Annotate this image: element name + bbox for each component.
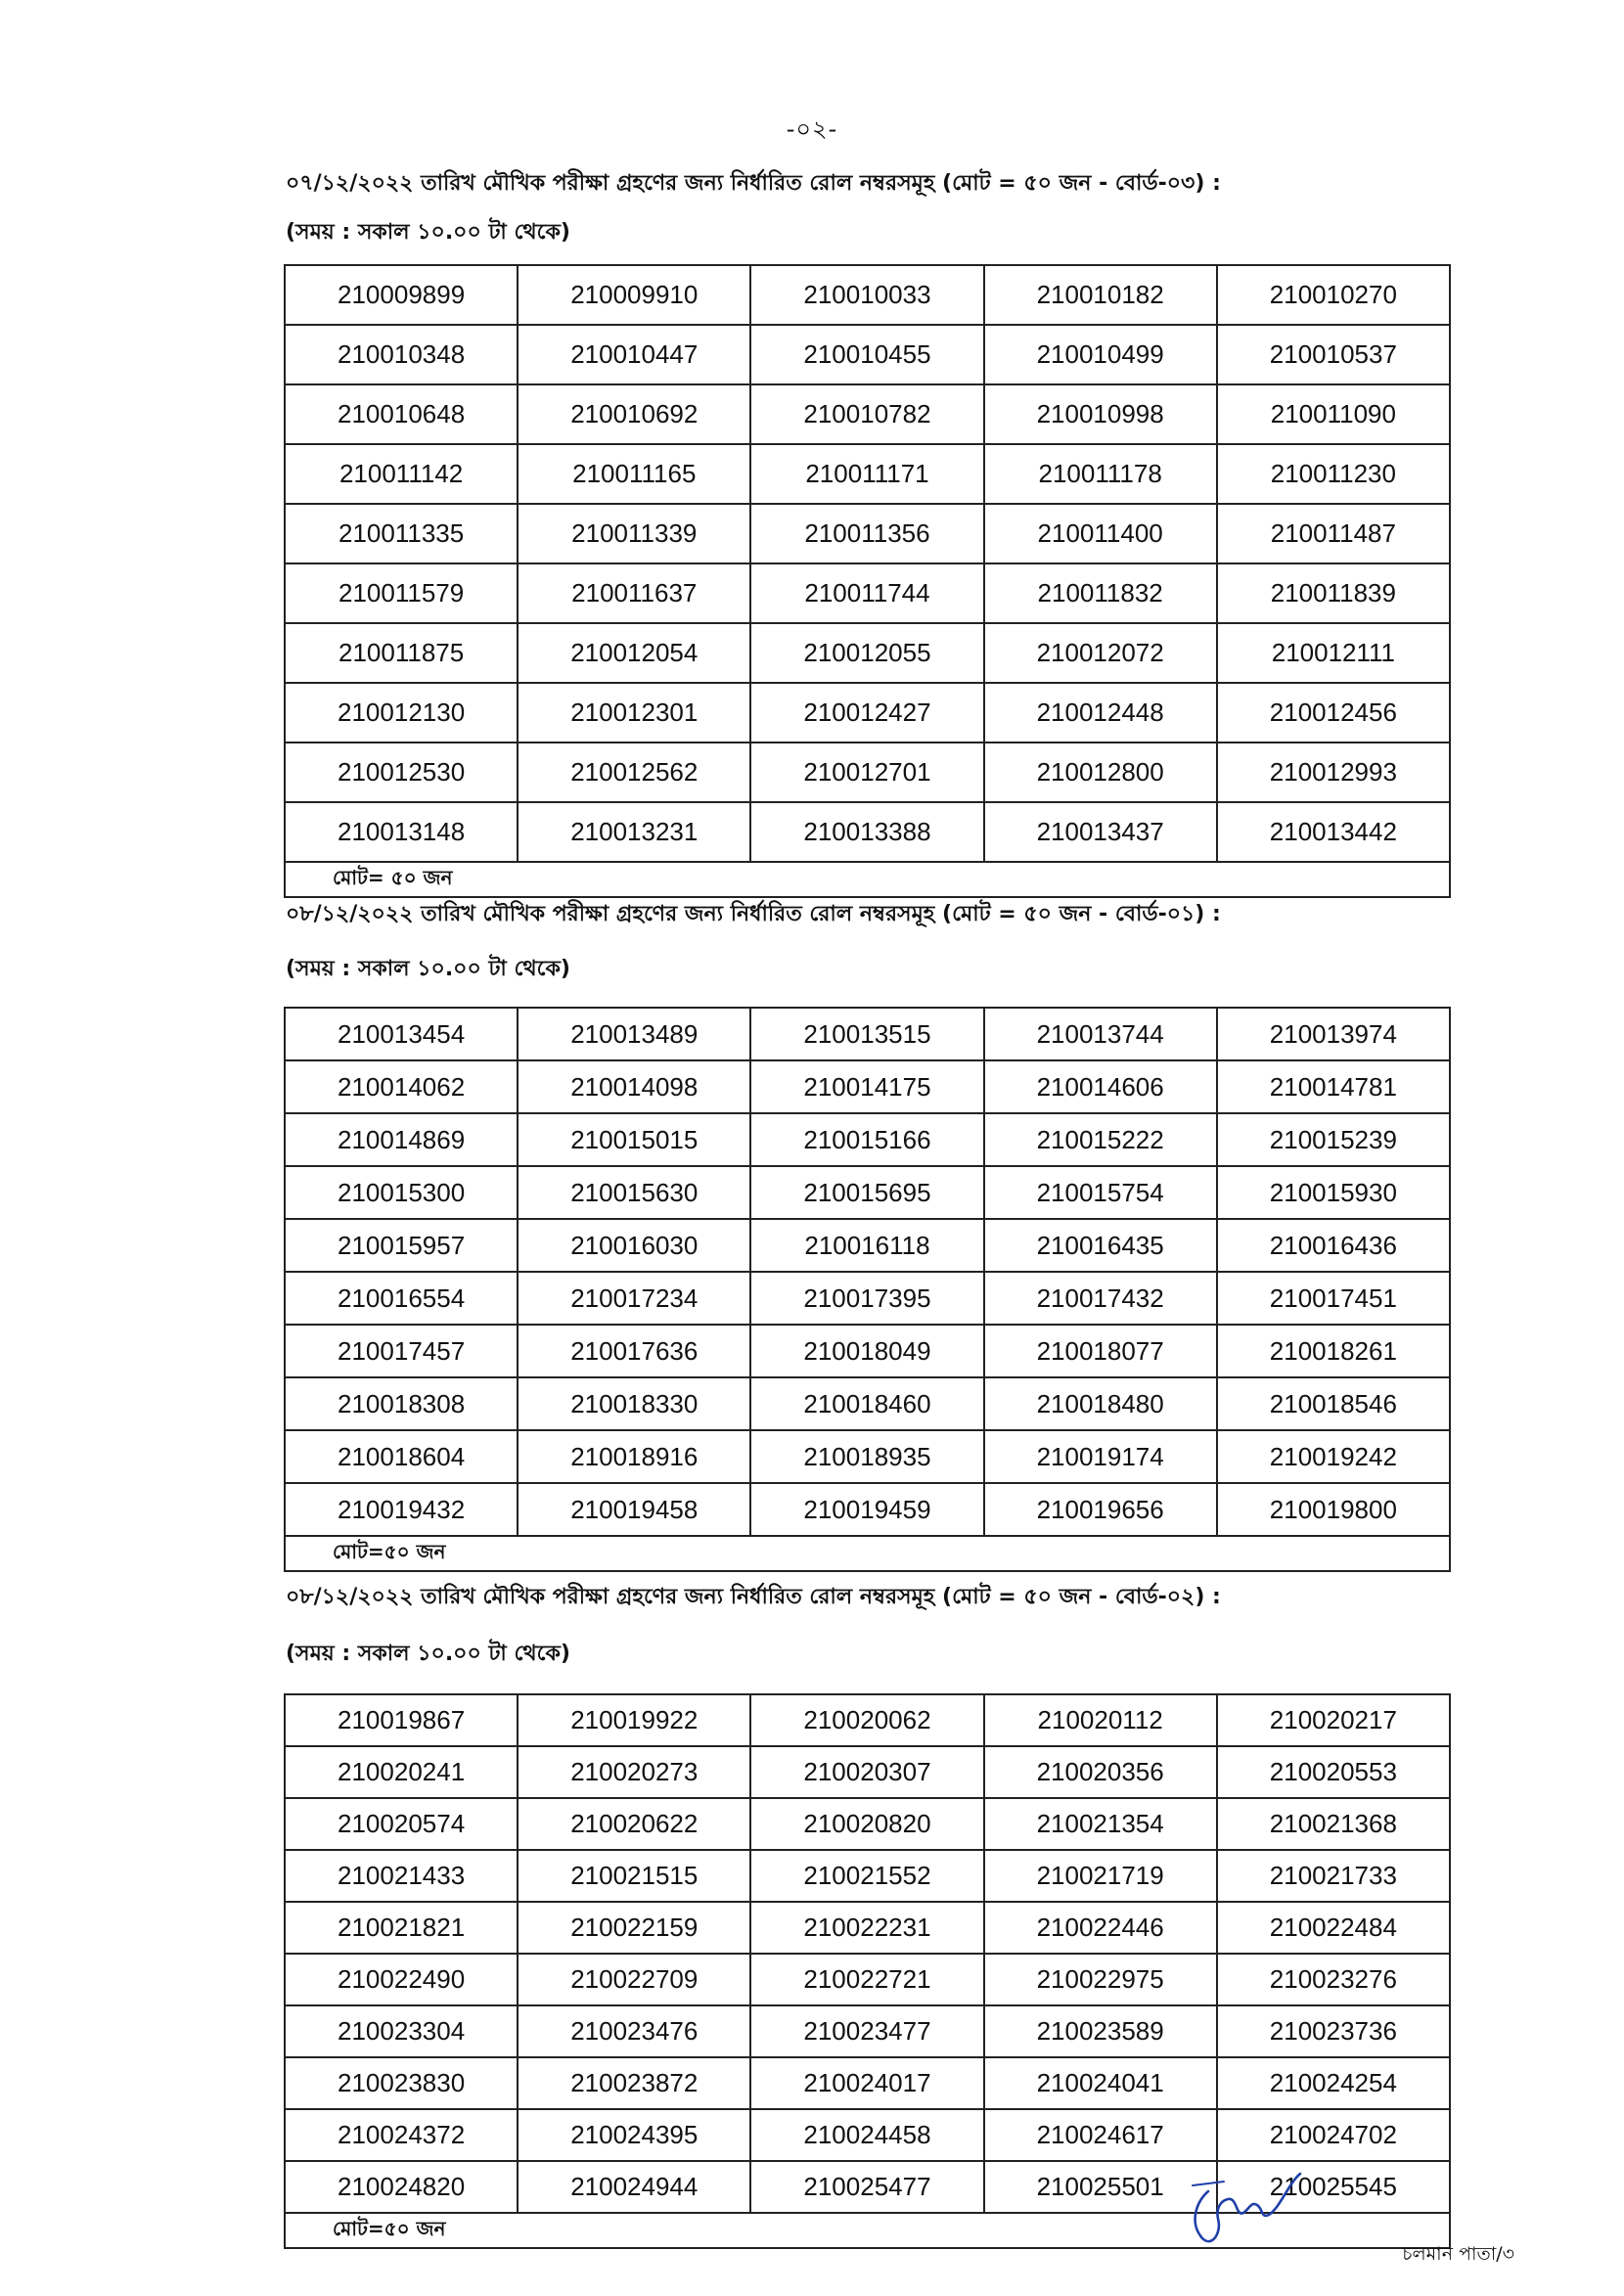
roll-number-cell: 210012993 [1217, 743, 1450, 802]
roll-number-cell: 210012111 [1217, 623, 1450, 683]
total-label: মোট=৫০ জন [285, 2213, 1450, 2248]
roll-number-cell: 210021552 [750, 1850, 983, 1902]
section-heading: ০৮/১২/২০২২ তারিখ মৌখিক পরীক্ষা গ্রহণের জন্য নির্ধারিত রোল নম্বরসমূহ (মোট = ৫০ জন - বোর্ড-০২) : [286, 1585, 1221, 1609]
roll-number-cell: 210018460 [750, 1377, 983, 1430]
roll-number-cell: 210022159 [518, 1902, 750, 1954]
table-row [285, 1746, 1450, 1798]
roll-number-cell: 210012130 [285, 683, 518, 743]
roll-number-cell: 210022975 [984, 1954, 1217, 2005]
roll-number-cell: 210015630 [518, 1166, 750, 1219]
roll-number-cell: 210013437 [984, 802, 1217, 862]
table-row [285, 1113, 1450, 1166]
roll-number-cell: 210021733 [1217, 1850, 1450, 1902]
table-row [285, 1850, 1450, 1902]
roll-number-cell: 210015015 [518, 1113, 750, 1166]
roll-number-cell: 210022490 [285, 1954, 518, 2005]
roll-number-cell: 210017234 [518, 1272, 750, 1325]
table-row [285, 802, 1450, 862]
roll-number-cell: 210024372 [285, 2109, 518, 2161]
roll-number-cell: 210011839 [1217, 563, 1450, 623]
roll-number-cell: 210015957 [285, 1219, 518, 1272]
roll-number-cell: 210021354 [984, 1798, 1217, 1850]
roll-number-cell: 210023736 [1217, 2005, 1450, 2057]
roll-number-cell: 210020553 [1217, 1746, 1450, 1798]
roll-number-cell: 210015300 [285, 1166, 518, 1219]
table-row [285, 1166, 1450, 1219]
table-row [285, 1325, 1450, 1377]
roll-number-cell: 210014781 [1217, 1060, 1450, 1113]
section-time: (সময় : সকাল ১০.০০ টা থেকে) [286, 1642, 570, 1666]
roll-number-cell: 210017636 [518, 1325, 750, 1377]
table-row [285, 563, 1450, 623]
roll-number-cell: 210024944 [518, 2161, 750, 2213]
roll-number-cell: 210022484 [1217, 1902, 1450, 1954]
roll-number-cell: 210019432 [285, 1483, 518, 1536]
roll-number-cell: 210020273 [518, 1746, 750, 1798]
table-row [285, 1272, 1450, 1325]
roll-number-cell: 210020820 [750, 1798, 983, 1850]
roll-number-cell: 210012055 [750, 623, 983, 683]
roll-number-cell: 210016436 [1217, 1219, 1450, 1272]
roll-number-cell: 210010033 [750, 265, 983, 325]
roll-number-cell: 210018308 [285, 1377, 518, 1430]
roll-number-cell: 210013454 [285, 1008, 518, 1060]
table-row [285, 1954, 1450, 2005]
roll-number-cell: 210013974 [1217, 1008, 1450, 1060]
roll-number-cell: 210020574 [285, 1798, 518, 1850]
roll-number-cell: 210011875 [285, 623, 518, 683]
roll-number-cell: 210018330 [518, 1377, 750, 1430]
roll-number-cell: 210023872 [518, 2057, 750, 2109]
roll-number-cell: 210015222 [984, 1113, 1217, 1166]
table-row [285, 384, 1450, 444]
section-board-03 [284, 166, 1453, 898]
section-time: (সময় : সকাল ১০.০০ টা থেকে) [286, 957, 570, 981]
roll-number-cell: 210011356 [750, 504, 983, 563]
roll-number-cell: 210018935 [750, 1430, 983, 1483]
roll-number-cell: 210023830 [285, 2057, 518, 2109]
table-row [285, 1008, 1450, 1060]
roll-number-cell: 210011178 [984, 444, 1217, 504]
roll-number-cell: 210013744 [984, 1008, 1217, 1060]
roll-number-cell: 210011339 [518, 504, 750, 563]
roll-number-cell: 210020241 [285, 1746, 518, 1798]
roll-number-cell: 210012562 [518, 743, 750, 802]
roll-number-cell: 210024820 [285, 2161, 518, 2213]
roll-number-cell: 210022231 [750, 1902, 983, 1954]
roll-number-cell: 210016118 [750, 1219, 983, 1272]
roll-number-cell: 210012054 [518, 623, 750, 683]
roll-number-cell: 210010998 [984, 384, 1217, 444]
total-row [285, 862, 1450, 897]
roll-number-cell: 210019174 [984, 1430, 1217, 1483]
roll-number-cell: 210020112 [984, 1694, 1217, 1746]
total-row [285, 1536, 1450, 1571]
roll-number-cell: 210010499 [984, 325, 1217, 384]
roll-number-cell: 210013442 [1217, 802, 1450, 862]
roll-number-cell: 210017432 [984, 1272, 1217, 1325]
roll-number-cell: 210013231 [518, 802, 750, 862]
roll-number-cell: 210012456 [1217, 683, 1450, 743]
roll-number-cell: 210019922 [518, 1694, 750, 1746]
roll-number-cell: 210020217 [1217, 1694, 1450, 1746]
roll-number-cell: 210025477 [750, 2161, 983, 2213]
table-row [285, 2057, 1450, 2109]
roll-number-cell: 210024041 [984, 2057, 1217, 2109]
roll-number-cell: 210016030 [518, 1219, 750, 1272]
roll-number-cell: 210011171 [750, 444, 983, 504]
roll-number-cell: 210020307 [750, 1746, 983, 1798]
roll-number-cell: 210024254 [1217, 2057, 1450, 2109]
roll-number-cell: 210011744 [750, 563, 983, 623]
table-row [285, 265, 1450, 325]
roll-number-cell: 210021515 [518, 1850, 750, 1902]
signature-image [1179, 2162, 1306, 2255]
roll-number-cell: 210012701 [750, 743, 983, 802]
roll-number-cell: 210023589 [984, 2005, 1217, 2057]
table-row [285, 1483, 1450, 1536]
roll-number-cell: 210012530 [285, 743, 518, 802]
roll-number-cell: 210018077 [984, 1325, 1217, 1377]
roll-number-cell: 210017457 [285, 1325, 518, 1377]
roll-number-cell: 210020062 [750, 1694, 983, 1746]
roll-number-cell: 210010348 [285, 325, 518, 384]
roll-number-cell: 210014098 [518, 1060, 750, 1113]
roll-number-cell: 210015930 [1217, 1166, 1450, 1219]
section-heading: ০৮/১২/২০২২ তারিখ মৌখিক পরীক্ষা গ্রহণের জন্য নির্ধারিত রোল নম্বরসমূহ (মোট = ৫০ জন - বোর্ড-০১) : [286, 902, 1221, 926]
roll-number-cell: 210024617 [984, 2109, 1217, 2161]
roll-number-cell: 210010455 [750, 325, 983, 384]
roll-number-cell: 210020356 [984, 1746, 1217, 1798]
roll-number-cell: 210019458 [518, 1483, 750, 1536]
table-row [285, 683, 1450, 743]
roll-number-cell: 210022446 [984, 1902, 1217, 1954]
signature-stroke [1193, 2182, 1224, 2185]
roll-number-cell: 210010692 [518, 384, 750, 444]
roll-number-cell: 210018049 [750, 1325, 983, 1377]
table-row [285, 743, 1450, 802]
roll-number-cell: 210024017 [750, 2057, 983, 2109]
roll-number-cell: 210022721 [750, 1954, 983, 2005]
roll-number-cell: 210018261 [1217, 1325, 1450, 1377]
continued-page-note: চলমান পাতা/৩ [1402, 2243, 1514, 2265]
table-row [285, 1060, 1450, 1113]
roll-number-cell: 210024395 [518, 2109, 750, 2161]
roll-number-cell: 210011832 [984, 563, 1217, 623]
table-row [285, 1430, 1450, 1483]
roll-number-cell: 210010447 [518, 325, 750, 384]
roll-number-cell: 210015754 [984, 1166, 1217, 1219]
roll-number-cell: 210023477 [750, 2005, 983, 2057]
roll-number-cell: 210018546 [1217, 1377, 1450, 1430]
roll-number-cell: 210009899 [285, 265, 518, 325]
roll-number-cell: 210012072 [984, 623, 1217, 683]
roll-number-cell: 210011165 [518, 444, 750, 504]
section-board-02 [284, 1580, 1453, 2249]
roll-number-cell: 210020622 [518, 1798, 750, 1850]
roll-number-cell: 210014175 [750, 1060, 983, 1113]
roll-number-cell: 210023476 [518, 2005, 750, 2057]
table-row [285, 1694, 1450, 1746]
roll-number-cell: 210025501 [984, 2161, 1217, 2213]
roll-number-cell: 210010270 [1217, 265, 1450, 325]
table-row [285, 444, 1450, 504]
roll-number-cell: 210015695 [750, 1166, 983, 1219]
roll-number-cell: 210015166 [750, 1113, 983, 1166]
roll-number-cell: 210013489 [518, 1008, 750, 1060]
roll-number-cell: 210022709 [518, 1954, 750, 2005]
roll-number-cell: 210016554 [285, 1272, 518, 1325]
roll-number-cell: 210024458 [750, 2109, 983, 2161]
roll-number-cell: 210013388 [750, 802, 983, 862]
table-row [285, 623, 1450, 683]
roll-number-cell: 210018604 [285, 1430, 518, 1483]
roll-number-cell: 210011579 [285, 563, 518, 623]
roll-number-cell: 210010182 [984, 265, 1217, 325]
table-row [285, 2109, 1450, 2161]
roll-number-cell: 210010782 [750, 384, 983, 444]
roll-number-cell: 210014062 [285, 1060, 518, 1113]
section-time: (সময় : সকাল ১০.০০ টা থেকে) [286, 220, 570, 245]
roll-number-cell: 210011335 [285, 504, 518, 563]
roll-number-cell: 210018480 [984, 1377, 1217, 1430]
roll-number-cell: 210017395 [750, 1272, 983, 1325]
roll-number-cell: 210014869 [285, 1113, 518, 1166]
roll-number-cell: 210019867 [285, 1694, 518, 1746]
table-row [285, 2005, 1450, 2057]
roll-number-cell: 210011142 [285, 444, 518, 504]
roll-number-table [284, 264, 1451, 898]
section-heading: ০৭/১২/২০২২ তারিখ মৌখিক পরীক্ষা গ্রহণের জন্য নির্ধারিত রোল নম্বরসমূহ (মোট = ৫০ জন - বোর্ড-০৩) : [286, 171, 1221, 196]
roll-number-cell: 210012800 [984, 743, 1217, 802]
section-board-01 [284, 897, 1453, 1572]
roll-number-cell: 210023304 [285, 2005, 518, 2057]
roll-number-cell: 210011400 [984, 504, 1217, 563]
roll-number-cell: 210023276 [1217, 1954, 1450, 2005]
roll-number-cell: 210012448 [984, 683, 1217, 743]
roll-number-cell: 210013515 [750, 1008, 983, 1060]
roll-number-cell: 210019656 [984, 1483, 1217, 1536]
roll-number-cell: 210012301 [518, 683, 750, 743]
roll-number-cell: 210010537 [1217, 325, 1450, 384]
roll-number-cell: 210011637 [518, 563, 750, 623]
roll-number-cell: 210018916 [518, 1430, 750, 1483]
roll-number-cell: 210014606 [984, 1060, 1217, 1113]
roll-number-cell: 210011487 [1217, 504, 1450, 563]
table-row [285, 1902, 1450, 1954]
table-row [285, 1798, 1450, 1850]
roll-number-cell: 210011230 [1217, 444, 1450, 504]
roll-number-table [284, 1007, 1451, 1572]
total-label: মোট= ৫০ জন [285, 862, 1450, 897]
roll-number-cell: 210012427 [750, 683, 983, 743]
table-row [285, 325, 1450, 384]
roll-number-cell: 210011090 [1217, 384, 1450, 444]
page-number: -০২- [786, 115, 838, 143]
roll-number-cell: 210010648 [285, 384, 518, 444]
roll-number-cell: 210009910 [518, 265, 750, 325]
roll-number-cell: 210016435 [984, 1219, 1217, 1272]
roll-number-cell: 210021719 [984, 1850, 1217, 1902]
roll-number-cell: 210019459 [750, 1483, 983, 1536]
roll-number-cell: 210021433 [285, 1850, 518, 1902]
roll-number-cell: 210025545 [1217, 2161, 1450, 2213]
roll-number-cell: 210021821 [285, 1902, 518, 1954]
roll-number-cell: 210019242 [1217, 1430, 1450, 1483]
total-label: মোট=৫০ জন [285, 1536, 1450, 1571]
roll-number-cell: 210021368 [1217, 1798, 1450, 1850]
roll-number-cell: 210017451 [1217, 1272, 1450, 1325]
roll-number-cell: 210019800 [1217, 1483, 1450, 1536]
table-row [285, 1377, 1450, 1430]
roll-number-cell: 210024702 [1217, 2109, 1450, 2161]
roll-number-cell: 210013148 [285, 802, 518, 862]
table-row [285, 1219, 1450, 1272]
roll-number-cell: 210015239 [1217, 1113, 1450, 1166]
table-row [285, 504, 1450, 563]
